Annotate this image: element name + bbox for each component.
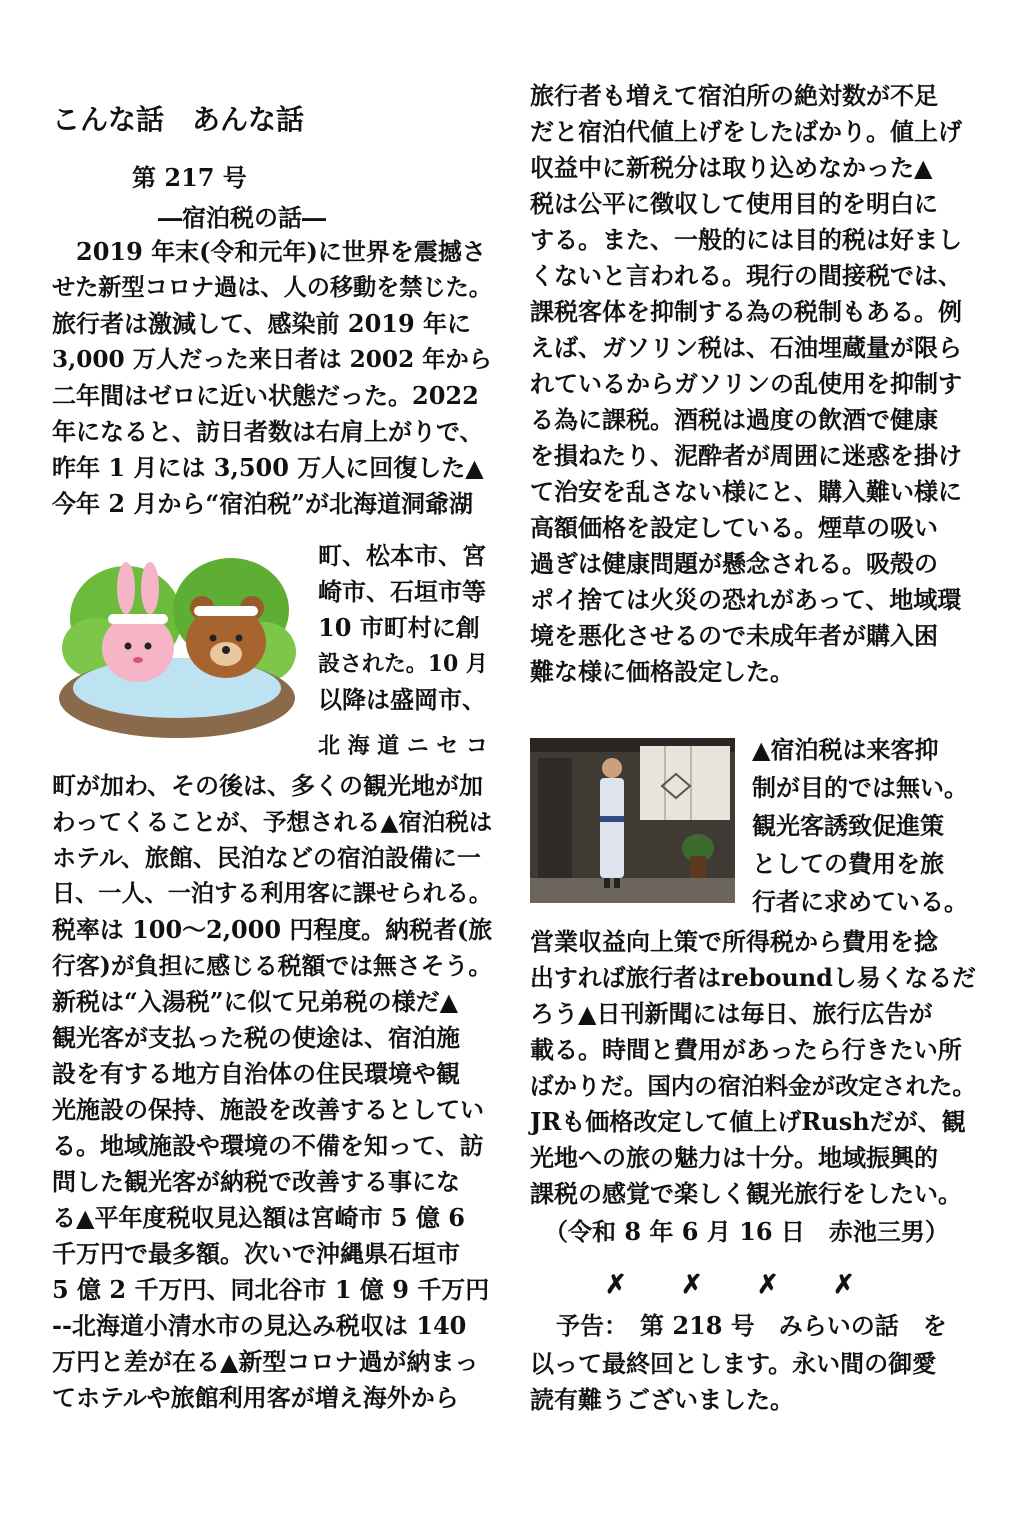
cross-mark: ✗ [681,1270,703,1300]
text-line: くないと言われる。現行の間接税では、 [530,261,962,290]
text-line: 設を有する地方自治体の住民環境や観 [52,1059,460,1088]
hot-spring-animals-illustration [56,548,298,742]
text-line: 過ぎは健康問題が懸念される。吸殻の [530,549,938,578]
text-line: だと宿泊代値上げをしたばかり。値上げ [530,117,962,146]
text-line: 年になると、訪日者数は右肩上がりで、 [52,417,484,446]
text-line: 旅行者も増えて宿泊所の絶対数が不足 [530,81,938,110]
text-line: 税率は 100～2,000 円程度。納税者(旅 [52,916,493,944]
text-line: 課税客体を抑制する為の税制もある。例 [530,297,962,326]
notice-line: 以って最終回とします。永い間の御愛 [530,1349,937,1378]
text-line: 行者に求めている。 [752,887,968,916]
cross-mark: ✗ [605,1270,627,1300]
text-line: 課税の感覚で楽しく観光旅行をしたい。 [530,1179,962,1208]
text-line: 二年間はゼロに近い状態だった。2022 [52,381,479,410]
text-line: て治安を乱さない様にと、購入難い様に [530,477,962,506]
text-line: 設された。10 月 [318,651,488,677]
text-line: 光地への旅の魅力は十分。地域振興的 [530,1143,938,1172]
text-line: 出すれば旅行者はreboundし易くなるだ [530,964,977,992]
text-line: 観光客が支払った税の使途は、宿泊施 [52,1023,460,1052]
cross-mark: ✗ [757,1270,779,1300]
text-line: する。また、一般的には目的税は好まし [530,225,962,254]
text-line: ろう▲日刊新聞には毎日、旅行広告が [530,999,933,1028]
text-line: を損ねたり、泥酔者が周囲に迷惑を掛け [530,441,962,470]
text-line: 光施設の保持、施設を改善するとしてい [52,1095,484,1124]
text-line: 10 市町村に創 [318,613,480,642]
text-line: 千万円で最多額。次いで沖縄県石垣市 [52,1239,460,1268]
text-line: 問した観光客が納税で改善する事にな [52,1167,460,1196]
date-signature: （令和 8 年 6 月 16 日 赤池三男） [544,1217,949,1246]
text-line: わってくることが、予想される▲宿泊税は [52,808,493,836]
text-line: 境を悪化させるので未成年者が購入困 [530,621,938,650]
text-line: 載る。時間と費用があったら行きたい所 [530,1035,962,1064]
text-line: 5 億 2 千万円、同北谷市 1 億 9 千万円 [52,1275,490,1304]
text-line: ばかりだ。国内の宿泊料金が改定された。 [530,1072,976,1100]
text-line: 万円と差が在る▲新型コロナ過が納まっ [52,1347,479,1376]
text-line: 観光客誘致促進策 [752,811,944,840]
separator-marks [605,1270,909,1300]
text-line: 町、松本市、宮 [318,541,486,570]
text-line: ポイ捨ては火災の恐れがあって、地域環 [530,585,962,614]
text-line: る為に課税。酒税は過度の飲酒で健康 [530,405,938,434]
text-line: としての費用を旅 [752,849,944,878]
text-line: 行客)が負担に感じる税額では無さそう。 [52,952,493,980]
text-line: 3,000 万人だった来日者は 2002 年から [52,346,492,373]
rabbit-and-bear-hot-spring-icon [56,548,298,742]
text-line: 収益中に新税分は取り込めなかった▲ [530,153,933,182]
text-line: 新税は“入湯税”に似て兄弟税の様だ▲ [52,987,459,1016]
issue-number: 第 217 号 [132,163,247,192]
text-line: 今年 2 月から“宿泊税”が北海道洞爺湖 [52,489,474,518]
text-line: れているからガソリンの乱使用を抑制す [530,369,962,398]
text-line: 日、一人、一泊する利用客に課せられる。 [52,880,492,907]
text-line: ホテル、旅館、民泊などの宿泊設備に一 [52,843,481,872]
cross-mark: ✗ [833,1270,855,1300]
text-line: 町が加わ、その後は、多くの観光地が加 [52,771,484,800]
page-title: こんな話 あんな話 [52,103,305,136]
notice-line: 読有難うございました。 [530,1385,794,1414]
text-line: ▲宿泊税は来客抑 [752,735,939,764]
text-line: 崎市、石垣市等 [318,577,486,606]
article-subtitle: ―宿泊税の話― [158,203,326,232]
inn-entrance-photo [530,738,735,903]
text-line: 北 海 道 ニ セ コ [318,733,488,759]
text-line: る▲平年度税収見込額は宮崎市 5 億 6 [52,1203,465,1232]
text-line: 税は公平に徴収して使用目的を明白に [530,189,938,218]
text-line: 旅行者は激減して、感染前 2019 年に [52,309,472,338]
notice-line: 予告： 第 218 号 みらいの話 を [556,1311,947,1340]
man-in-yukata-at-inn-entrance-icon [530,738,735,903]
text-line: 2019 年末(令和元年)に世界を震撼さ [52,237,486,266]
text-line: る。地域施設や環境の不備を知って、訪 [52,1131,484,1160]
text-line: 高額価格を設定している。煙草の吸い [530,513,938,542]
text-line: 営業収益向上策で所得税から費用を捻 [530,927,938,956]
text-line: 制が目的では無い。 [752,773,968,802]
text-line: せた新型コロナ過は、人の移動を禁じた。 [52,274,492,301]
text-line: 昨年 1 月には 3,500 万人に回復した▲ [52,453,484,482]
text-line: --北海道小清水市の見込み税収は 140 [52,1311,467,1340]
text-line: JRも価格改定して値上げRushだが、観 [530,1107,966,1136]
text-line: 難な様に価格設定した。 [530,657,794,686]
text-line: えば、ガソリン税は、石油埋蔵量が限ら [530,333,962,362]
text-line: てホテルや旅館利用客が増え海外から [52,1383,459,1412]
text-line: 以降は盛岡市、 [318,685,486,714]
